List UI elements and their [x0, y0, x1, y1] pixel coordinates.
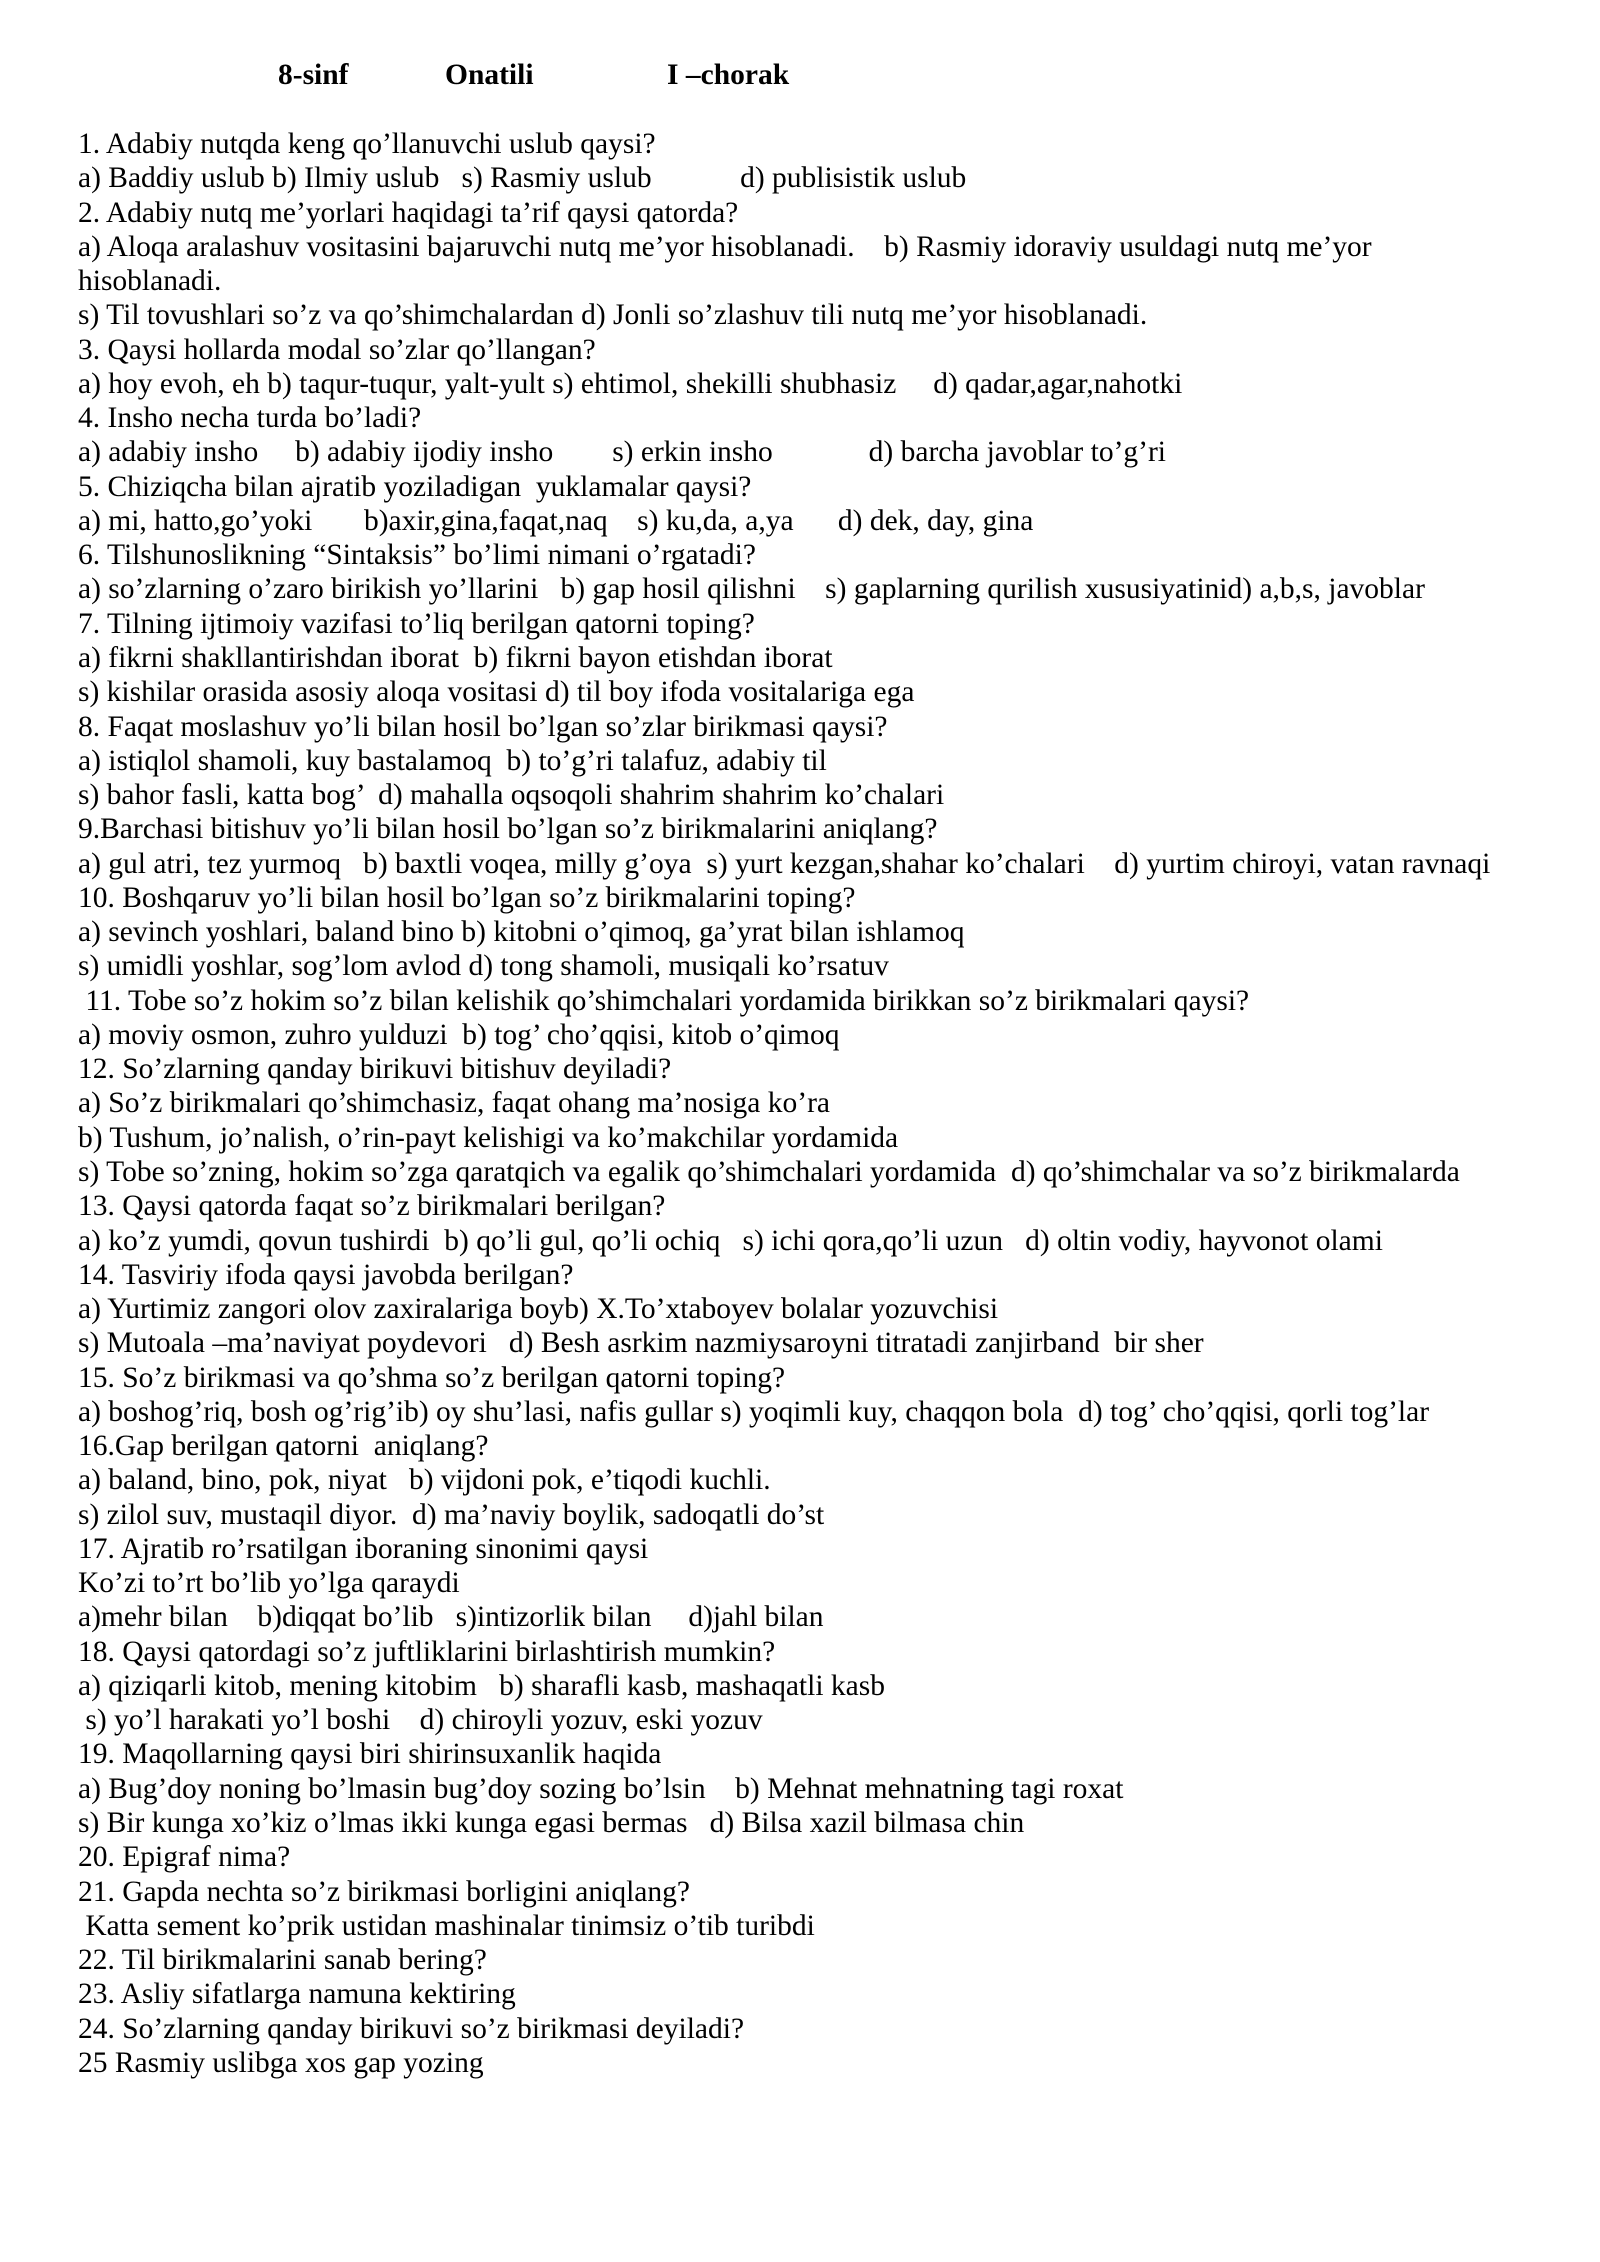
answer-options: a) mi, hatto,go’yoki b)axir,gina,faqat,naq s) ku,da, a,ya d) dek, day, gina — [78, 504, 1034, 537]
answer-options: s) Mutoala –ma’naviyat poydevori d) Besh asrkim nazmiysaroyni titratadi zanjirband bir sher — [78, 1327, 1204, 1360]
answer-options: a) So’z birikmalari qo’shimchasiz, faqat ohang ma’nosiga ko’ra — [78, 1087, 831, 1120]
question-text: 22. Til birikmalarini sanab bering? — [78, 1944, 487, 1977]
answer-options: s) kishilar orasida asosiy aloqa vositasi d) til boy ifoda vositalariga ega — [78, 676, 915, 709]
answer-options: s) yo’l harakati yo’l boshi d) chiroyli yozuv, eski yozuv — [78, 1704, 763, 1737]
question-text: 24. So’zlarning qanday birikuvi so’z birikmasi deyiladi? — [78, 2012, 745, 2045]
answer-options: a) fikrni shakllantirishdan iborat b) fikrni bayon etishdan iborat — [78, 641, 833, 674]
question-text: 23. Asliy sifatlarga namuna kektiring — [78, 1978, 516, 2011]
answer-options: hisoblanadi. — [78, 265, 222, 298]
question-text: 20. Epigraf nima? — [78, 1841, 291, 1874]
answer-options: a) sevinch yoshlari, baland bino b) kitobni o’qimoq, ga’yrat bilan ishlamoq — [78, 916, 965, 949]
answer-options: a) hoy evoh, eh b) taqur-tuqur, yalt-yult s) ehtimol, shekilli shubhasiz d) qadar,agar,nahotki — [78, 367, 1183, 400]
grade-label: 8-sinf — [278, 59, 349, 91]
question-text: 17. Ajratib ro’rsatilgan iboraning sinonimi qaysi — [78, 1532, 649, 1565]
answer-options: a) adabiy insho b) adabiy ijodiy insho s) erkin insho d) barcha javoblar to’g’ri — [78, 436, 1166, 469]
answer-options: s) Til tovushlari so’z va qo’shimchalardan d) Jonli so’zlashuv tili nutq me’yor hisoblanadi. — [78, 299, 1148, 332]
question-text: 7. Tilning ijtimoiy vazifasi to’liq berilgan qatorni toping? — [78, 607, 755, 640]
test-questions — [78, 127, 1578, 2080]
answer-options: a) boshog’riq, bosh og’rig’ib) oy shu’lasi, nafis gullar s) yoqimli kuy, chaqqon bola d) tog’ cho’qqisi, qorli tog’lar — [78, 1395, 1430, 1428]
question-text: 13. Qaysi qatorda faqat so’z birikmalari berilgan? — [78, 1190, 666, 1223]
answer-options: a) baland, bino, pok, niyat b) vijdoni pok, e’tiqodi kuchli. — [78, 1464, 771, 1497]
question-text: 11. Tobe so’z hokim so’z bilan kelishik qo’shimchalari yordamida birikkan so’z birikmalari qaysi? — [78, 984, 1250, 1017]
answer-options: s) Tobe so’zning, hokim so’zga qaratqich va egalik qo’shimchalari yordamida d) qo’shimchalar va so’z birikmalarda — [78, 1155, 1460, 1188]
term-label: I –chorak — [667, 59, 790, 91]
question-text: 6. Tilshunoslikning “Sintaksis” bo’limi nimani o’rgatadi? — [78, 539, 756, 572]
question-text: 18. Qaysi qatordagi so’z juftliklarini birlashtirish mumkin? — [78, 1635, 776, 1668]
answer-options: a) Baddiy uslub b) Ilmiy uslub s) Rasmiy uslub d) publisistik uslub — [78, 162, 967, 195]
question-text: 4. Insho necha turda bo’ladi? — [78, 402, 422, 435]
answer-options: a) Aloqa aralashuv vositasini bajaruvchi nutq me’yor hisoblanadi. b) Rasmiy idoraviy usuldagi nutq me’yor — [78, 230, 1372, 263]
question-text: 2. Adabiy nutq me’yorlari haqidagi ta’rif qaysi qatorda? — [78, 196, 739, 229]
question-text: 3. Qaysi hollarda modal so’zlar qo’llangan? — [78, 333, 596, 366]
question-text: 21. Gapda nechta so’z birikmasi borligini aniqlang? — [78, 1875, 690, 1908]
question-text: 16.Gap berilgan qatorni aniqlang? — [78, 1430, 489, 1463]
answer-options: a) Yurtimiz zangori olov zaxiralariga boyb) X.To’xtaboyev bolalar yozuvchisi — [78, 1293, 999, 1326]
answer-options: s) umidli yoshlar, sog’lom avlod d) tong shamoli, musiqali ko’rsatuv — [78, 950, 889, 983]
answer-options: a) Bug’doy noning bo’lmasin bug’doy sozing bo’lsin b) Mehnat mehnatning tagi roxat — [78, 1772, 1124, 1805]
answer-options: s) Bir kunga xo’kiz o’lmas ikki kunga egasi bermas d) Bilsa xazil bilmasa chin — [78, 1807, 1025, 1840]
answer-options: s) zilol suv, mustaqil diyor. d) ma’naviy boylik, sadoqatli do’st — [78, 1498, 825, 1531]
answer-options: a) so’zlarning o’zaro birikish yo’llarini b) gap hosil qilishni s) gaplarning qurilish xususiyatinid) a,b,s, javoblar — [78, 573, 1425, 606]
question-text: 15. So’z birikmasi va qo’shma so’z berilgan qatorni toping? — [78, 1361, 786, 1394]
question-text: 19. Maqollarning qaysi biri shirinsuxanlik haqida — [78, 1738, 662, 1771]
answer-options: a)mehr bilan b)diqqat bo’lib s)intizorlik bilan d)jahl bilan — [78, 1601, 824, 1634]
question-text: 25 Rasmiy uslibga xos gap yozing — [78, 2046, 484, 2079]
subject-label: Onatili — [445, 59, 534, 91]
question-text: 1. Adabiy nutqda keng qo’llanuvchi uslub qaysi? — [78, 128, 656, 160]
question-sentence: Katta sement ko’prik ustidan mashinalar tinimsiz o’tib turibdi — [78, 1909, 815, 1942]
question-text: 10. Boshqaruv yo’li bilan hosil bo’lgan so’z birikmalarini toping? — [78, 881, 856, 914]
answer-options: s) bahor fasli, katta bog’ d) mahalla oqsoqoli shahrim shahrim ko’chalari — [78, 779, 945, 812]
question-text: 8. Faqat moslashuv yo’li bilan hosil bo’lgan so’zlar birikmasi qaysi? — [78, 710, 888, 743]
answer-options: a) moviy osmon, zuhro yulduzi b) tog’ cho’qqisi, kitob o’qimoq — [78, 1018, 840, 1051]
question-text: 14. Tasviriy ifoda qaysi javobda berilgan? — [78, 1258, 574, 1291]
answer-options: a) qiziqarli kitob, mening kitobim b) sharafli kasb, mashaqatli kasb — [78, 1669, 885, 1702]
answer-options: a) ko’z yumdi, qovun tushirdi b) qo’li gul, qo’li ochiq s) ichi qora,qo’li uzun d) oltin vodiy, hayvonot olami — [78, 1224, 1383, 1257]
answer-options: b) Tushum, jo’nalish, o’rin-payt kelishigi va ko’makchilar yordamida — [78, 1121, 899, 1154]
answer-options: a) istiqlol shamoli, kuy bastalamoq b) to’g’ri talafuz, adabiy til — [78, 744, 827, 777]
question-text: 9.Barchasi bitishuv yo’li bilan hosil bo’lgan so’z birikmalarini aniqlang? — [78, 813, 938, 846]
answer-options: a) gul atri, tez yurmoq b) baxtli voqea, milly g’oya s) yurt kezgan,shahar ko’chalari d) yurtim chiroyi, vatan ravnaqi — [78, 847, 1491, 880]
question-sentence: Ko’zi to’rt bo’lib yo’lga qaraydi — [78, 1567, 460, 1600]
question-text: 5. Chiziqcha bilan ajratib yoziladigan yuklamalar qaysi? — [78, 470, 752, 503]
question-text: 12. So’zlarning qanday birikuvi bitishuv deyiladi? — [78, 1053, 672, 1086]
